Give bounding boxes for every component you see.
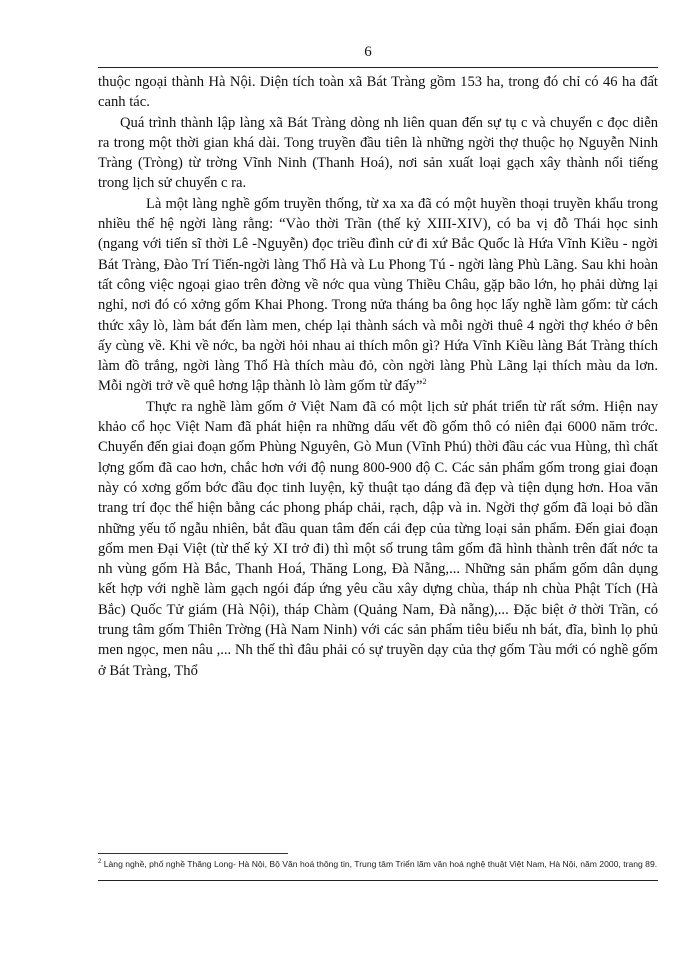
- footer-rule: [98, 880, 658, 881]
- paragraph-3-text: Là một làng nghề gốm truyền thống, từ xa xa đã có một huyền thoại truyền khẩu trong nhiều thế hệ ngời làng rằng: “Vào thời Trần (thế kỷ XIII-XIV), có ba vị đỗ Thái học sinh (ngang với tiến sĩ thời Lê -Nguyễn) đọc triều đình cử đi xứ Bắc Quốc là Hứa Vĩnh Kiều - ngời Bát Tràng, Đào Trí Tiến-ngời làng Thổ Hà và Lu Phong Tú - ngời làng Phù Lãng. Sau khi hoàn tất công việc ngoại giao trên đờng về nớc qua vùng Thiều Châu, gặp bão lớn, họ phải dừng lại nghỉ, nơi đó có xởng gốm Khai Phong. Trong nửa tháng ba ông học lấy nghề làm gốm: từ cách thức xây lò, làm bát đến làm men, chép lại thành sách và mỗi ngời thuê 4 ngời thợ khéo ở bên ấy cùng về. Khi về nớc, ba ngời hỏi nhau ai thích môn gì? Hứa Vĩnh Kiều làng Bát Tràng thích làm đồ trắng, ngời làng Thổ Hà thích màu đỏ, còn ngời làng Phù Lãng lại thích màu da lơn. Mỗi ngời trở về quê hơng lập thành lò làm gốm từ đấy”: [98, 195, 658, 395]
- footnote-reference[interactable]: 2: [422, 377, 427, 387]
- page-number: 6: [364, 44, 372, 60]
- footnote-mark: 2: [98, 859, 102, 865]
- paragraph-4: Thực ra nghề làm gốm ở Việt Nam đã có một lịch sử phát triển từ rất sớm. Hiện nay khảo cổ học Việt Nam đã phát hiện ra những dấu vết đồ gốm thô có niên đại 6000 năm trớc. Chuyển đến giai đoạn gốm Phùng Nguyên, Gò Mun (Vĩnh Phú) thời đầu các vua Hùng, thì chất lợng gốm đã cao hơn, chắc hơn với độ nung 800-900 độ C. Các sản phẩm gốm trong giai đoạn này có xơng gốm bớc đầu đọc tinh luyện, kỹ thuật tạo dáng đã đẹp và tiện dụng hơn. Hoa văn trang trí đọc thể hiện bằng các phong pháp chải, rạch, dập và in. Ngời thợ gốm đã loại bỏ dần những yếu tố ngẫu nhiên, bắt đầu quan tâm đến cái đẹp của từng loại sản phẩm. Đến giai đoạn gốm men Đại Việt (từ thế kỷ XI trở đi) thì một số trung tâm gốm đã hình thành trên đất nớc ta nh vùng gốm Hà Bắc, Thanh Hoá, Thăng Long, Đà Nẵng,... Những sản phẩm gốm dân dụng kết hợp với nghề làm gạch ngói đáp ứng yêu cầu xây dựng chùa, tháp nh chùa Phật Tích (Hà Bắc) Quốc Tử giám (Hà Nội), tháp Chàm (Quảng Nam, Đà nẵng),... Đặc biệt ở thời Trần, có trung tâm gốm Thiên Trờng (Hà Nam Ninh) với các sản phẩm tiêu biểu nh bát, đĩa, bình lọ phủ men ngọc, men nâu ,... Nh thế thì đâu phải có sự truyền dạy của thợ gốm Tàu mới có nghề gốm ở Bát Tràng, Thổ: [98, 398, 658, 679]
- paragraph-2: Quá trình thành lập làng xã Bát Tràng dòng nh liên quan đến sự tụ c và chuyển c đọc diễn ra trong một thời gian khá dài. Tong truyền đầu tiên là những ngời thợ thuộc họ Nguyễn Ninh Tràng (Tròng) từ trờng Vĩnh Ninh (Thanh Hoá), nơi sản xuất loại gạch xây thành nổi tiếng trong lịch sử chuyển c ra.: [98, 114, 658, 192]
- body-text: [98, 72, 658, 681]
- footnote-separator: [98, 853, 288, 854]
- footnote: [98, 857, 658, 870]
- header-rule: [98, 67, 658, 68]
- footnote-text: Làng nghề, phố nghề Thăng Long- Hà Nội, Bộ Văn hoá thông tin, Trung tâm Triển lãm văn hoá nghệ thuật Việt Nam, Hà Nội, năm 2000, trang 89.: [103, 858, 658, 869]
- paragraph-1: thuộc ngoại thành Hà Nội. Diện tích toàn xã Bát Tràng gồm 153 ha, trong đó chỉ có 46 ha đất canh tác.: [98, 74, 658, 111]
- paragraph-3: [98, 194, 658, 397]
